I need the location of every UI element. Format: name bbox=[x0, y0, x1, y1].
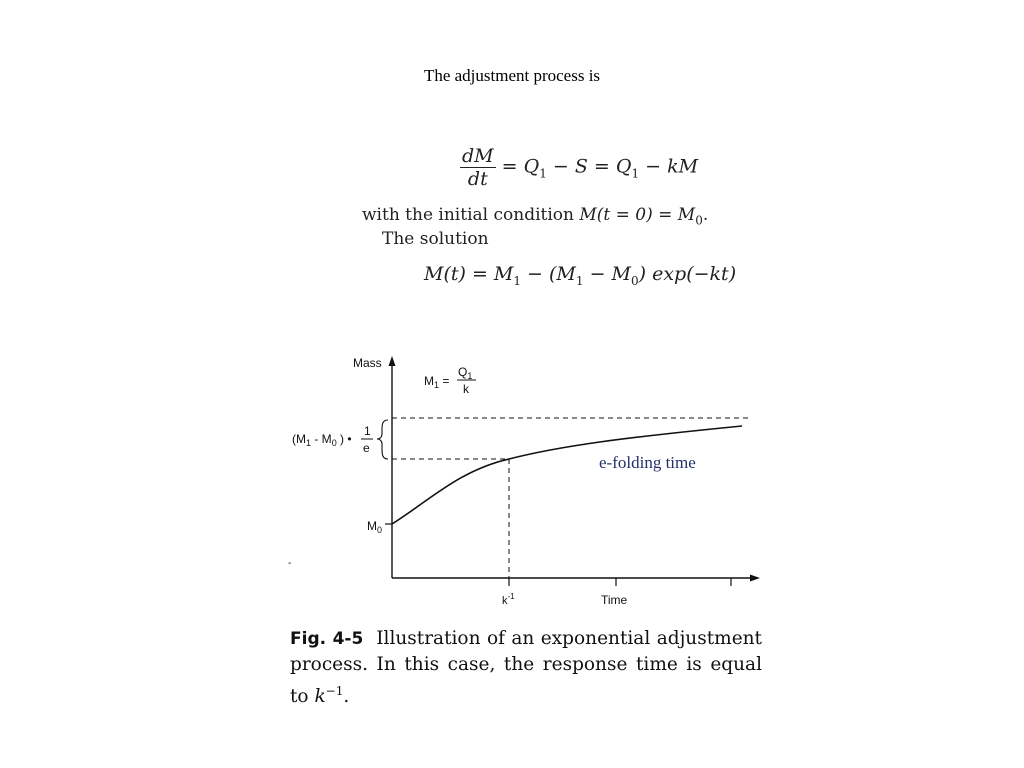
efolding-annotation: e-folding time bbox=[599, 453, 696, 472]
x-axis-arrow bbox=[750, 575, 760, 582]
y-axis-label: Mass bbox=[353, 356, 382, 370]
x-axis-label: Time bbox=[601, 593, 628, 607]
k-inverse-label: $k^{-1}$ bbox=[502, 592, 515, 607]
e-denominator: e bbox=[363, 441, 370, 455]
brace bbox=[377, 420, 388, 459]
figure-caption: Fig. 4-5 Illustration of an exponential adjustment process. In this case, the response time is equal to $k^{-1}$. bbox=[290, 628, 762, 708]
bracket-label: ($M_1 - M_0$ ) • bbox=[292, 432, 352, 448]
k-denominator: k bbox=[463, 382, 469, 396]
solution-label: The solution bbox=[382, 229, 489, 249]
y-axis-arrow bbox=[389, 356, 396, 366]
stray-mark: - bbox=[288, 558, 292, 569]
solution-equation: $M(t) = M_1 - (M_1 - M_0)$ exp(−kt) bbox=[424, 263, 737, 288]
derivative-fraction: $\frac{dM}{dt}$ bbox=[462, 145, 494, 190]
q1-numerator: $Q_1$ bbox=[458, 365, 473, 381]
m0-label: $M_0$ bbox=[367, 519, 383, 535]
figure-number: Fig. 4-5 bbox=[290, 629, 364, 649]
initial-condition: with the initial condition $M(t = 0) = M_0$. bbox=[362, 205, 709, 228]
one-numerator: 1 bbox=[364, 424, 371, 438]
adjustment-curve bbox=[392, 426, 742, 524]
slide-heading: The adjustment process is bbox=[423, 66, 601, 85]
rate-equation: $\frac{dM}{dt}$ = $Q_1 - S = Q_1$ − kM bbox=[462, 145, 699, 190]
m1-label: $M_1$ = bbox=[424, 374, 450, 390]
